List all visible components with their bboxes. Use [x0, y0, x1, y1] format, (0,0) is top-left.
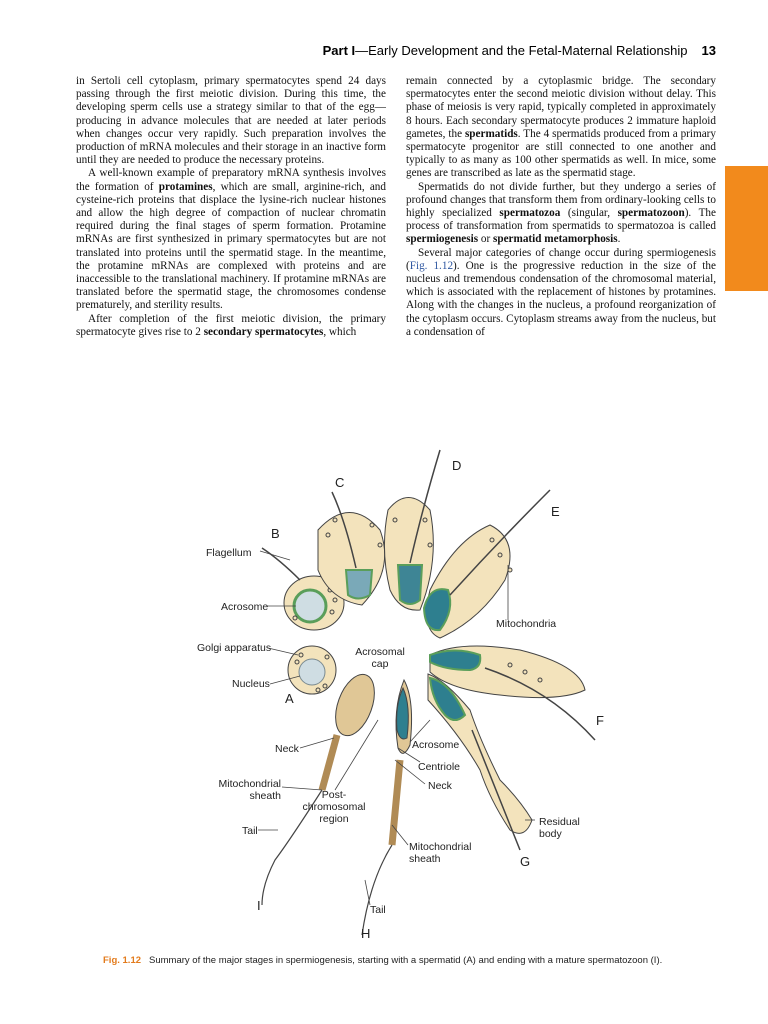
label-centriole: Centriole [418, 761, 461, 773]
label-neck-h: Neck [428, 780, 452, 792]
term-spermatozoa: spermatozoa [499, 207, 561, 220]
label-tail-h: Tail [370, 904, 386, 916]
label-residual-body: Residual body [539, 816, 580, 840]
stage-a-cell [288, 646, 336, 694]
paragraph: Several major categories of change occur during spermiogenesis (Fig. 1.12). One is the progressive reduction in the size of the nucleus and tremendous condensation of the chromosomal material, which is associated with the replacement of histones by protamines. Along with the changes in the nucleus, a profound reorganization of the cytoplasm occurs. Cytoplasm streams away from the nucleus, but a condensation of [406, 246, 716, 338]
chapter-tab [725, 166, 768, 291]
stage-letter-h: H [361, 926, 371, 941]
label-post-chromosomal-region: Post-chromosomal region [302, 789, 366, 825]
term-secondary-spermatocytes: secondary spermatocytes [203, 325, 324, 338]
spermiogenesis-figure [190, 445, 630, 945]
label-mitochondrial-sheath-i: Mitochondrial sheath [218, 778, 281, 802]
page-number: 13 [701, 43, 716, 58]
figure-caption-label: Fig. 1.12 [103, 955, 142, 966]
label-acrosome-b: Acrosome [221, 601, 269, 613]
stage-letter-f: F [596, 713, 604, 728]
label-acrosome-h: Acrosome [412, 739, 460, 751]
running-head [200, 43, 716, 58]
left-column [76, 75, 386, 339]
label-mitochondrial-sheath-h: Mitochondrial sheath [409, 841, 472, 865]
label-neck-i: Neck [275, 743, 299, 755]
stage-letter-c: C [335, 475, 345, 490]
figure-caption-text: Summary of the major stages in spermiogenesis, starting with a spermatid (A) and ending with a mature spermatozoon (I). [149, 955, 663, 966]
paragraph: Spermatids do not divide further, but they undergo a series of profound changes that transform them from ordinary-looking cells to highly specialized spermatozoa (singular, spermatozoon). The process of transformation from spermatids to spermatozoa is called spermiogenesis or spermatid metamorphosis. [406, 180, 716, 246]
stage-letter-a: A [285, 691, 294, 706]
stage-letter-i: I [257, 898, 261, 913]
running-head-part: Part I [322, 43, 356, 58]
label-nucleus: Nucleus [232, 678, 270, 690]
stage-letter-g: G [520, 854, 531, 869]
stage-letter-b: B [271, 526, 280, 541]
paragraph: in Sertoli cell cytoplasm, primary spermatocytes spend 24 days passing through the first meiotic division. During this time, the developing sperm cells use a strategy similar to that of the egg—producing in advance molecules that are needed at later periods when changes occur very rapidly. Such preparation involves the production of mRNA molecules and their storage in an inactive form until they are needed to produce the necessary proteins. [76, 75, 386, 167]
label-tail-i: Tail [242, 825, 258, 837]
paragraph: remain connected by a cytoplasmic bridge. The secondary spermatocytes enter the second meiotic division without delay. This phase of meiosis is very rapid, typically completed in approximately 8 hours. Each secondary spermatocyte produces 2 immature haploid gametes, the spermatids. The 4 spermatids produced from a primary spermatocyte progenitor are still connected to one another and typically to as many as 100 other spermatids as well. In mice, some genes are transcribed as late as the spermatid stage. [406, 75, 716, 180]
term-spermatids: spermatids [464, 127, 518, 140]
term-spermatid-metamorphosis: spermatid metamorphosis [493, 233, 618, 246]
label-mitochondria: Mitochondria [496, 618, 557, 630]
term-protamines: protamines [158, 180, 213, 193]
figure-caption [103, 955, 723, 966]
figure-reference-link[interactable]: Fig. 1.12 [409, 259, 454, 272]
paragraph: After completion of the first meiotic division, the primary spermatocyte gives rise to 2 secondary spermatocytes, which [76, 312, 386, 338]
stage-letter-e: E [551, 504, 560, 519]
right-column [406, 75, 716, 339]
stage-e-cell [424, 490, 550, 638]
stage-h-sperm [362, 680, 412, 935]
running-head-title: —Early Development and the Fetal-Maternal Relationship [355, 43, 688, 58]
stage-letter-d: D [452, 458, 462, 473]
term-spermatozoon: spermatozoon [617, 207, 685, 220]
label-golgi-apparatus: Golgi apparatus [197, 642, 272, 654]
label-flagellum: Flagellum [206, 547, 252, 559]
term-spermiogenesis: spermiogenesis [406, 233, 479, 246]
paragraph: A well-known example of preparatory mRNA synthesis involves the formation of protamines, which are small, arginine-rich, and cysteine-rich proteins that displace the lysine-rich nuclear histones and allow the high degree of compaction of nuclear chromatin required during the final stages of sperm formation. Protamine mRNAs are first synthesized in primary spermatocytes but are not translated into proteins until the spermatid stage. In the meantime, the protamine mRNAs are complexed with proteins and are inaccessible to the translational machinery. If protamine mRNAs are translated before the spermatid stage, the chromosomes condense prematurely, and sterility results. [76, 167, 386, 312]
label-acrosomal-cap: Acrosomal cap [355, 646, 405, 670]
